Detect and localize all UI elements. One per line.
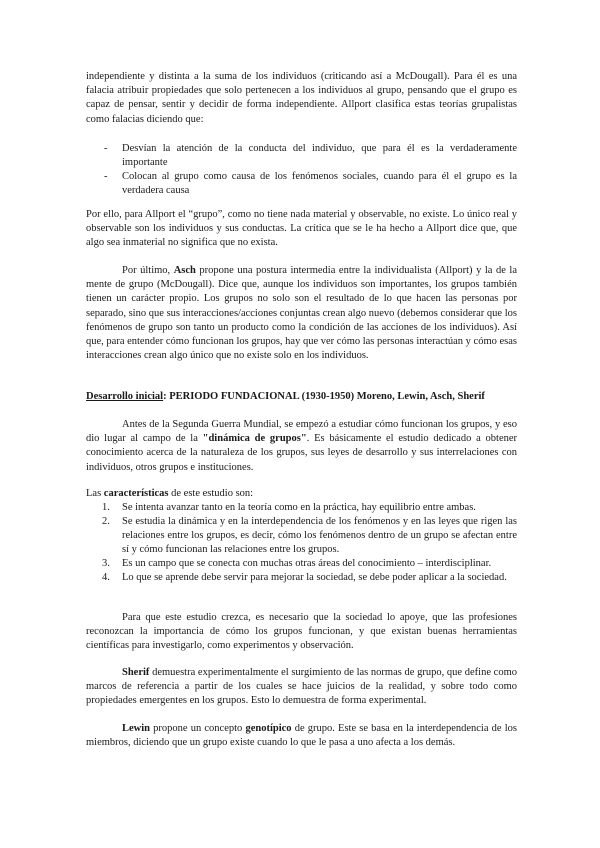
list-marker: 4. bbox=[102, 572, 110, 583]
lewin-post: de grupo. Este se basa en la interdependencia de los miembros, diciendo que un grupo existe cuando lo que le pasa a uno afecta a los demás. bbox=[86, 723, 517, 749]
lewin-name: Lewin bbox=[122, 723, 151, 734]
char-post: de este estudio son: bbox=[168, 488, 254, 499]
paragraph-sherif bbox=[86, 666, 517, 709]
list-marker: - bbox=[104, 143, 108, 154]
list-item bbox=[104, 142, 517, 170]
list-item-text: Es un campo que se conecta con muchas otras áreas del conocimiento – interdisciplinar. bbox=[122, 558, 492, 569]
lewin-pre: propone un concepto bbox=[150, 723, 246, 734]
paragraph-asch bbox=[86, 264, 517, 363]
list-item-text: Lo que se aprende debe servir para mejorar la sociedad, se debe poder aplicar a la sociedad. bbox=[122, 572, 507, 583]
list-item-text: Desvían la atención de la conducta del individuo, que para él es la verdaderamente importante bbox=[122, 143, 517, 169]
list-item bbox=[104, 170, 517, 198]
paragraph-characteristics-intro bbox=[86, 487, 517, 501]
asch-lead: Por último, bbox=[122, 265, 174, 276]
asch-text: propone una postura intermedia entre la individualista (Allport) y la de la mente de grupo (McDougall). Dice que, aunque los individuos son importantes, los grupos también tienen un carácter propio. Los grupos no solo son el resultado de lo que hacen las personas por separado, sino que sus interacciones/acciones conjuntas crean algo nuevo (debemos considerar que los fenómenos de grupo son tanto un producto como la condición de las acciones de los individuos). Así que, para entender cómo funcionan los grupos, hay que ver cómo las personas interactúan y cómo esas interacciones crean algo único que no existe solo en los individuos. bbox=[86, 265, 517, 362]
paragraph-allport-fallacy: independiente y distinta a la suma de los individuos (criticando así a McDougall). Para él es una falacia atribuir propiedades que solo pertenecen a los individuos al grupo, pensando que el grupo es capaz de pensar, sentir y decidir de forma independiente. Allport clasifica estas teorías grupalistas como falacias diciendo que: bbox=[86, 71, 517, 125]
paragraph-allport-group: Por ello, para Allport el “grupo”, como no tiene nada material y observable, no existe. Lo único real y observable son los individuos y sus conductas. La crítica que se le ha hecho a Allport dice que, que algo sea inmaterial no significa que no exista. bbox=[86, 209, 517, 249]
list-item bbox=[102, 557, 517, 571]
list-marker: 2. bbox=[102, 516, 110, 527]
sherif-text: demuestra experimentalmente el surgimiento de las normas de grupo, que define como marcos de referencia a partir de los cuales se hace juicios de la realidad, y sobre todo como propiedades emergentes en los grupos. Esto lo demuestra de forma experimental. bbox=[86, 667, 517, 707]
list-item bbox=[102, 571, 517, 585]
list-marker: 1. bbox=[102, 502, 110, 513]
paragraph-lewin bbox=[86, 722, 517, 750]
list-item-text: Se estudia la dinámica y en la interdependencia de los fenómenos y en las leyes que rigen las relaciones entre los grupos, es decir, cómo los fenómenos dentro de un grupo se afectan entre sí y cómo funcionan las relaciones entre los grupos. bbox=[122, 516, 517, 556]
list-item-text: Colocan al grupo como causa de los fenómenos sociales, cuando para él el grupo es la verdadera causa bbox=[122, 171, 517, 197]
paragraph-group-dynamics bbox=[86, 418, 517, 475]
sherif-name: Sherif bbox=[122, 667, 150, 678]
list-item-text: Se intenta avanzar tanto en la teoría como en la práctica, hay equilibrio entre ambas. bbox=[122, 502, 476, 513]
list-marker: 3. bbox=[102, 558, 110, 569]
heading-underlined: Desarrollo inicial bbox=[86, 391, 164, 402]
dynamics-post: . Es básicamente el estudio dedicado a obtener conocimiento acerca de la naturaleza de los grupos, sus leyes de desarrollo y sus interrelaciones con individuos, otros grupos e instituciones. bbox=[86, 433, 518, 473]
dynamics-pre: Antes de la Segunda Guerra Mundial, se empezó a estudiar cómo funcionan los grupos, y eso dio lugar al campo de la bbox=[86, 419, 517, 445]
dynamics-term: "dinámica de grupos" bbox=[202, 433, 307, 445]
char-term: características bbox=[103, 488, 169, 499]
list-item bbox=[102, 515, 517, 558]
paragraph-society-support: Para que este estudio crezca, es necesario que la sociedad lo apoye, que las profesiones reconozcan la importancia de cómo los grupos funcionan, y que existan buenas herramientas científicas para investigarlo, como experimentos y observación. bbox=[86, 612, 517, 652]
list-marker: - bbox=[104, 171, 108, 182]
asch-name: Asch bbox=[173, 265, 196, 276]
char-pre: Las bbox=[86, 488, 104, 499]
section-heading bbox=[86, 390, 517, 404]
list-item bbox=[102, 501, 517, 515]
lewin-term: genotípico bbox=[245, 723, 292, 734]
heading-rest: : PERIODO FUNDACIONAL (1930-1950) Moreno, Lewin, Asch, Sherif bbox=[163, 391, 485, 402]
